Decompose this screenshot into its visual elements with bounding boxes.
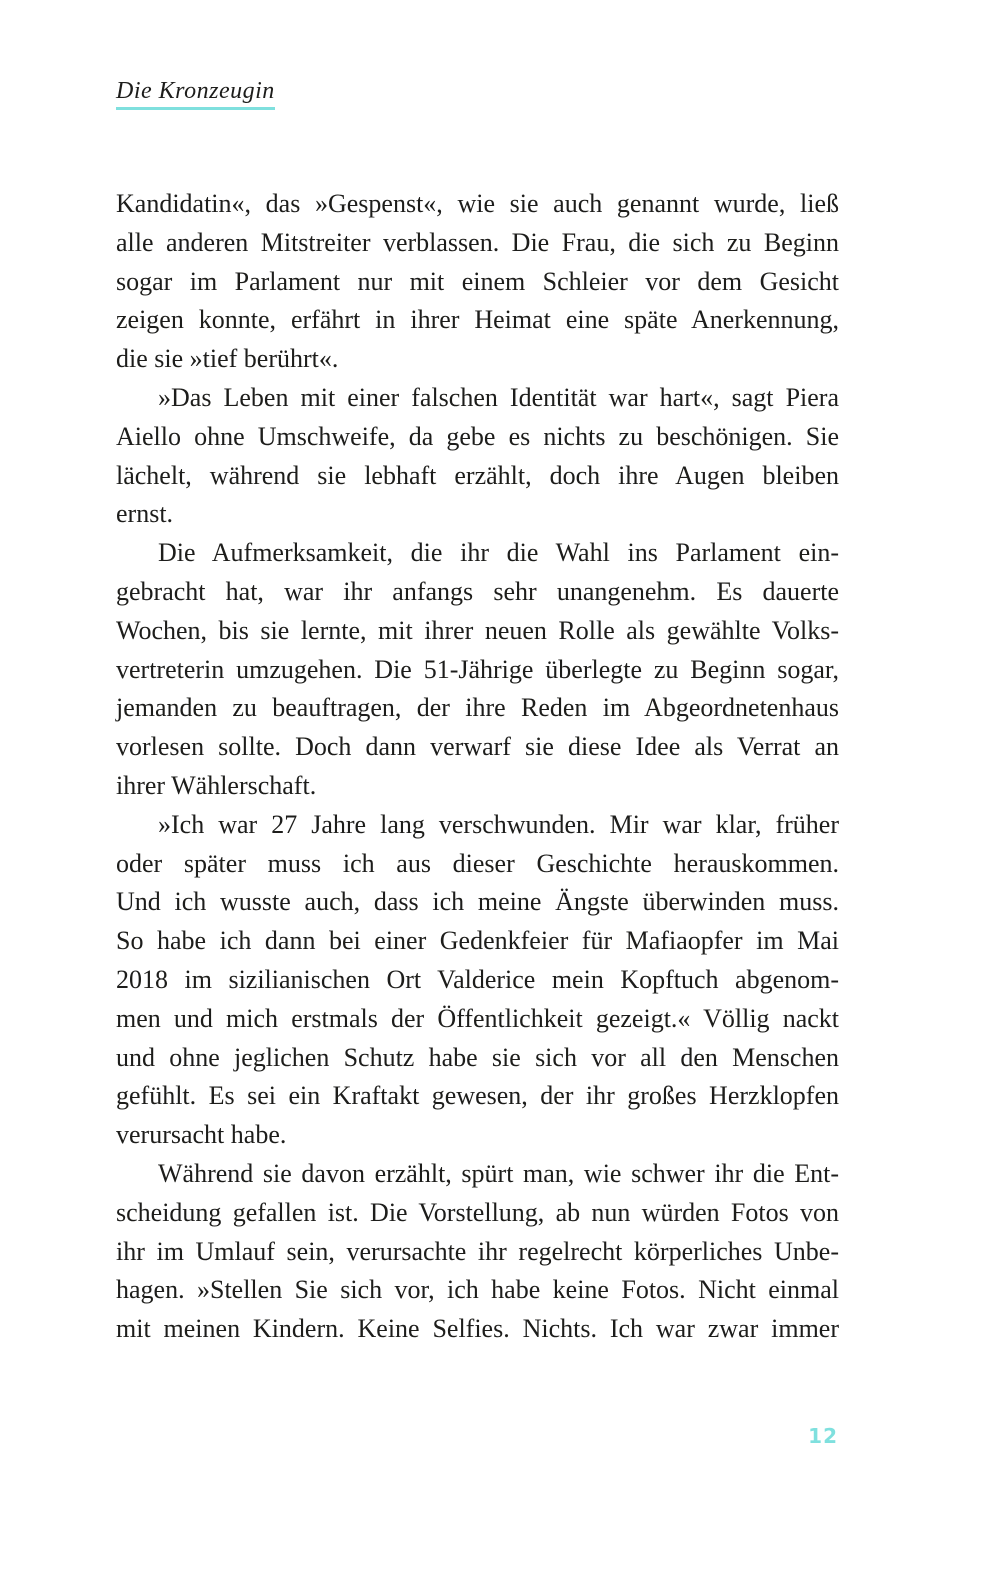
text-line: ihrer Wählerschaft. bbox=[116, 770, 317, 800]
text-line: ihr im Umlauf sein, verursachte ihr regelrecht körperliches Unbe- bbox=[116, 1236, 839, 1266]
text-line: 2018 im sizilianischen Ort Valderice mein Kopftuch abgenom- bbox=[116, 964, 839, 994]
text-line: So habe ich dann bei einer Gedenkfeier für Mafiaopfer im Mai bbox=[116, 926, 839, 956]
text-line: die sie »tief berührt«. bbox=[116, 344, 339, 374]
text-line: vorlesen sollte. Doch dann verwarf sie diese Idee als Verrat an bbox=[116, 732, 839, 762]
text-line: men und mich erstmals der Öffentlichkeit gezeigt.« Völlig nackt bbox=[116, 1003, 839, 1033]
text-line: lächelt, während sie lebhaft erzählt, doch ihre Augen bleiben bbox=[116, 460, 839, 490]
text-line: Kandidatin«, das »Gespenst«, wie sie auch genannt wurde, ließ bbox=[116, 189, 839, 218]
text-line: Wochen, bis sie lernte, mit ihrer neuen Rolle als gewählte Volks- bbox=[116, 615, 839, 645]
body-text bbox=[116, 185, 839, 1349]
text-line: und ohne jeglichen Schutz habe sie sich vor all den Menschen bbox=[116, 1042, 839, 1072]
text-line: Und ich wusste auch, dass ich meine Ängste überwinden muss. bbox=[116, 887, 839, 917]
paragraph bbox=[116, 806, 839, 1155]
text-line: Die Aufmerksamkeit, die ihr die Wahl ins Parlament ein- bbox=[158, 538, 839, 568]
text-line: »Das Leben mit einer falschen Identität war hart«, sagt Piera bbox=[158, 382, 839, 412]
text-line: verursacht habe. bbox=[116, 1120, 287, 1150]
text-line: scheidung gefallen ist. Die Vorstellung, ab nun würden Fotos von bbox=[116, 1197, 839, 1227]
paragraph bbox=[116, 534, 839, 806]
text-line: Während sie davon erzählt, spürt man, wie schwer ihr die Ent- bbox=[158, 1158, 839, 1188]
text-line: hagen. »Stellen Sie sich vor, ich habe keine Fotos. Nicht einmal bbox=[116, 1275, 839, 1305]
text-line: alle anderen Mitstreiter verblassen. Die Frau, die sich zu Beginn bbox=[116, 227, 839, 257]
text-line: gebracht hat, war ihr anfangs sehr unangenehm. Es dauerte bbox=[116, 576, 839, 606]
paragraph bbox=[116, 379, 839, 534]
running-head-title: Die Kronzeugin bbox=[116, 76, 275, 110]
text-line: vertreterin umzugehen. Die 51-Jährige überlegte zu Beginn sogar, bbox=[116, 654, 839, 684]
page-number: 12 bbox=[808, 1424, 838, 1448]
text-line: zeigen konnte, erfährt in ihrer Heimat eine späte Anerkennung, bbox=[116, 305, 839, 335]
paragraph bbox=[116, 185, 839, 379]
text-line: gefühlt. Es sei ein Kraftakt gewesen, der ihr großes Herzklopfen bbox=[116, 1081, 839, 1111]
text-line: jemanden zu beauftragen, der ihre Reden im Abgeordnetenhaus bbox=[116, 693, 839, 723]
paragraph bbox=[116, 1155, 839, 1349]
text-line: sogar im Parlament nur mit einem Schleier vor dem Gesicht bbox=[116, 266, 839, 296]
text-line: mit meinen Kindern. Keine Selfies. Nichts. Ich war zwar immer bbox=[116, 1314, 839, 1344]
text-line: ernst. bbox=[116, 499, 174, 529]
text-line: Aiello ohne Umschweife, da gebe es nichts zu beschönigen. Sie bbox=[116, 421, 839, 451]
text-line: »Ich war 27 Jahre lang verschwunden. Mir war klar, früher bbox=[158, 809, 839, 839]
text-line: oder später muss ich aus dieser Geschichte herauskommen. bbox=[116, 848, 839, 878]
